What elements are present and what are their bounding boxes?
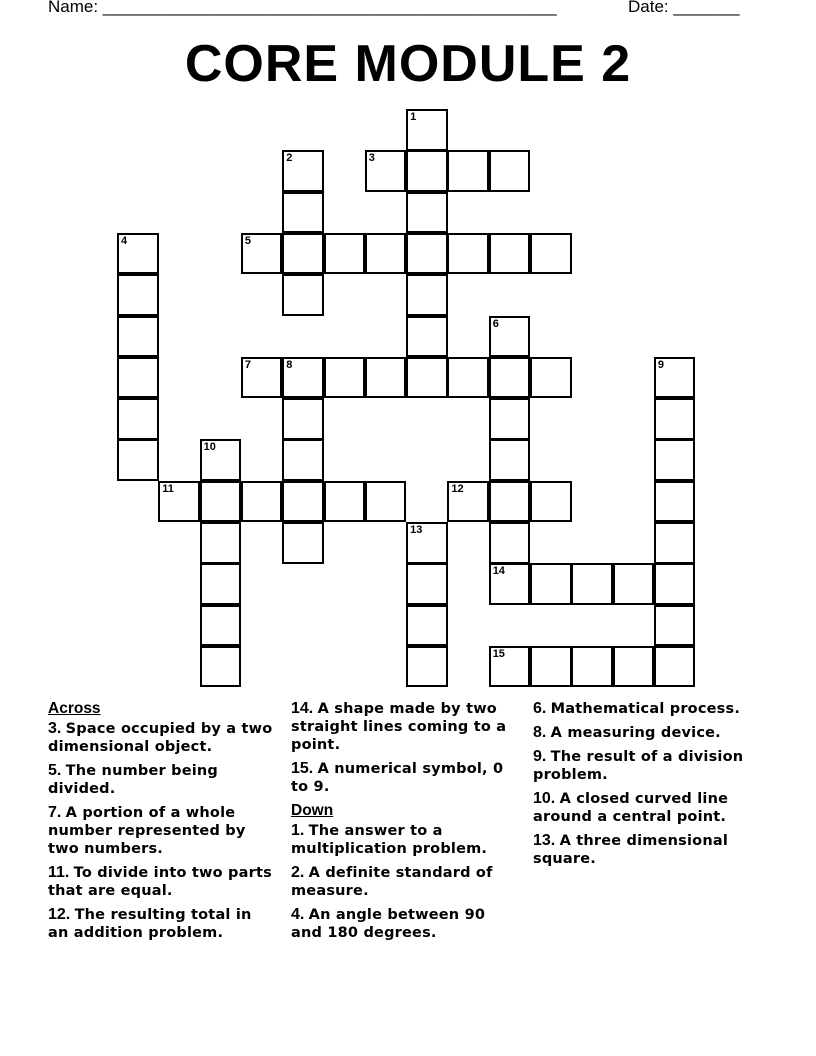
grid-cell[interactable] (200, 563, 242, 605)
clue-down-1: 1. The answer to a multiplication problem. (291, 822, 488, 857)
grid-cell[interactable] (571, 646, 613, 688)
clue-number: 7 (244, 358, 252, 371)
grid-cell[interactable] (117, 398, 159, 440)
grid-cell[interactable] (241, 233, 283, 275)
grid-cell[interactable] (654, 439, 696, 481)
clue-number: 14 (492, 565, 505, 578)
grid-cell[interactable] (406, 646, 448, 688)
grid-cell[interactable] (447, 481, 489, 523)
across-heading: Across (48, 700, 101, 717)
clue-number: 3 (368, 152, 375, 165)
grid-cell[interactable] (489, 316, 531, 358)
clue-down-9: 9. The result of a division problem. (533, 748, 744, 783)
clue-down-10: 10. A closed curved line around a central point. (533, 790, 729, 825)
clue-number: 6 (492, 317, 499, 330)
grid-cell[interactable] (654, 481, 696, 523)
grid-cell[interactable] (571, 563, 613, 605)
clue-down-13: 13. A three dimensional square. (533, 832, 729, 867)
grid-cell[interactable] (654, 522, 696, 564)
clue-number: 2 (286, 152, 293, 165)
grid-cell[interactable] (117, 357, 159, 399)
grid-cell[interactable] (200, 646, 242, 688)
grid-cell[interactable] (282, 439, 324, 481)
grid-cell[interactable] (241, 357, 283, 399)
clues-column-3 (533, 700, 773, 874)
clue-number: 4 (121, 234, 128, 247)
grid-cell[interactable] (530, 233, 572, 275)
grid-cell[interactable] (489, 646, 531, 688)
clue-number: 5 (244, 234, 252, 247)
clue-down-2: 2. A definite standard of measure. (291, 864, 493, 899)
grid-cell[interactable] (406, 192, 448, 234)
clue-across-7: 7. A portion of a whole number represented by two numbers. (48, 804, 246, 857)
down-heading: Down (291, 802, 334, 819)
grid-cell[interactable] (406, 109, 448, 151)
clue-number: 8 (286, 358, 293, 371)
clue-across-11: 11. To divide into two parts that are equal. (48, 864, 272, 899)
grid-cell[interactable] (489, 398, 531, 440)
grid-cell[interactable] (654, 398, 696, 440)
grid-cell[interactable] (654, 357, 696, 399)
grid-cell[interactable] (530, 481, 572, 523)
grid-cell[interactable] (530, 563, 572, 605)
date-field[interactable]: Date: _______ (628, 0, 740, 16)
grid-cell[interactable] (406, 522, 448, 564)
clue-across-14: 14. A shape made by two straight lines coming to a point. (291, 700, 507, 753)
grid-cell[interactable] (365, 233, 407, 275)
grid-cell[interactable] (489, 150, 531, 192)
grid-cell[interactable] (365, 357, 407, 399)
grid-cell[interactable] (447, 233, 489, 275)
grid-cell[interactable] (406, 357, 448, 399)
clue-across-15: 15. A numerical symbol, 0 to 9. (291, 760, 504, 795)
grid-cell[interactable] (654, 605, 696, 647)
grid-cell[interactable] (406, 150, 448, 192)
grid-cell[interactable] (282, 233, 324, 275)
clue-down-8: 8. A measuring device. (533, 724, 721, 741)
grid-cell[interactable] (117, 274, 159, 316)
grid-cell[interactable] (447, 150, 489, 192)
grid-cell[interactable] (406, 605, 448, 647)
grid-cell[interactable] (406, 563, 448, 605)
page-title: CORE MODULE 2 (184, 35, 632, 93)
grid-cell[interactable] (365, 481, 407, 523)
grid-cell[interactable] (200, 605, 242, 647)
clue-number: 15 (492, 647, 505, 660)
grid-cell[interactable] (489, 522, 531, 564)
clue-number: 12 (451, 482, 464, 495)
grid-cell[interactable] (282, 274, 324, 316)
grid-cell[interactable] (365, 150, 407, 192)
grid-cell[interactable] (200, 481, 242, 523)
grid-cell[interactable] (489, 481, 531, 523)
grid-cell[interactable] (282, 522, 324, 564)
grid-cell[interactable] (117, 316, 159, 358)
clue-down-6: 6. Mathematical process. (533, 700, 741, 717)
clue-number: 10 (203, 441, 216, 454)
grid-cell[interactable] (282, 192, 324, 234)
clue-number: 11 (162, 482, 174, 495)
grid-cell[interactable] (613, 646, 655, 688)
clues-column-1 (48, 700, 273, 948)
grid-cell[interactable] (489, 563, 531, 605)
clue-down-4: 4. An angle between 90 and 180 degrees. (291, 906, 486, 941)
grid-cell[interactable] (117, 233, 159, 275)
clue-number: 9 (657, 358, 665, 371)
grid-cell[interactable] (200, 439, 242, 481)
grid-cell[interactable] (282, 357, 324, 399)
grid-cell[interactable] (158, 481, 200, 523)
clue-across-5: 5. The number being divided. (48, 762, 219, 797)
grid-cell[interactable] (530, 646, 572, 688)
grid-cell[interactable] (406, 316, 448, 358)
grid-cell[interactable] (241, 481, 283, 523)
clues-column-2 (291, 700, 516, 948)
grid-cell[interactable] (613, 563, 655, 605)
grid-cell[interactable] (654, 646, 696, 688)
grid-cell[interactable] (654, 563, 696, 605)
clue-number: 13 (410, 524, 423, 536)
grid-cell[interactable] (282, 398, 324, 440)
grid-cell[interactable] (324, 481, 366, 523)
grid-cell[interactable] (530, 357, 572, 399)
grid-cell[interactable] (489, 439, 531, 481)
grid-cell[interactable] (282, 150, 324, 192)
grid-cell[interactable] (489, 357, 531, 399)
grid-cell[interactable] (324, 357, 366, 399)
grid-cell[interactable] (324, 233, 366, 275)
grid-cell[interactable] (200, 522, 242, 564)
grid-cell[interactable] (117, 439, 159, 481)
name-field[interactable]: Name: ________________________________________________ (48, 0, 557, 16)
grid-cell[interactable] (447, 357, 489, 399)
grid-cell[interactable] (406, 233, 448, 275)
grid-cell[interactable] (406, 274, 448, 316)
clue-across-3: 3. Space occupied by a two dimensional object. (48, 720, 273, 755)
grid-cell[interactable] (489, 233, 531, 275)
grid-cell[interactable] (282, 481, 324, 523)
clue-number: 1 (410, 111, 417, 123)
clue-across-12: 12. The resulting total in an addition problem. (48, 906, 252, 941)
